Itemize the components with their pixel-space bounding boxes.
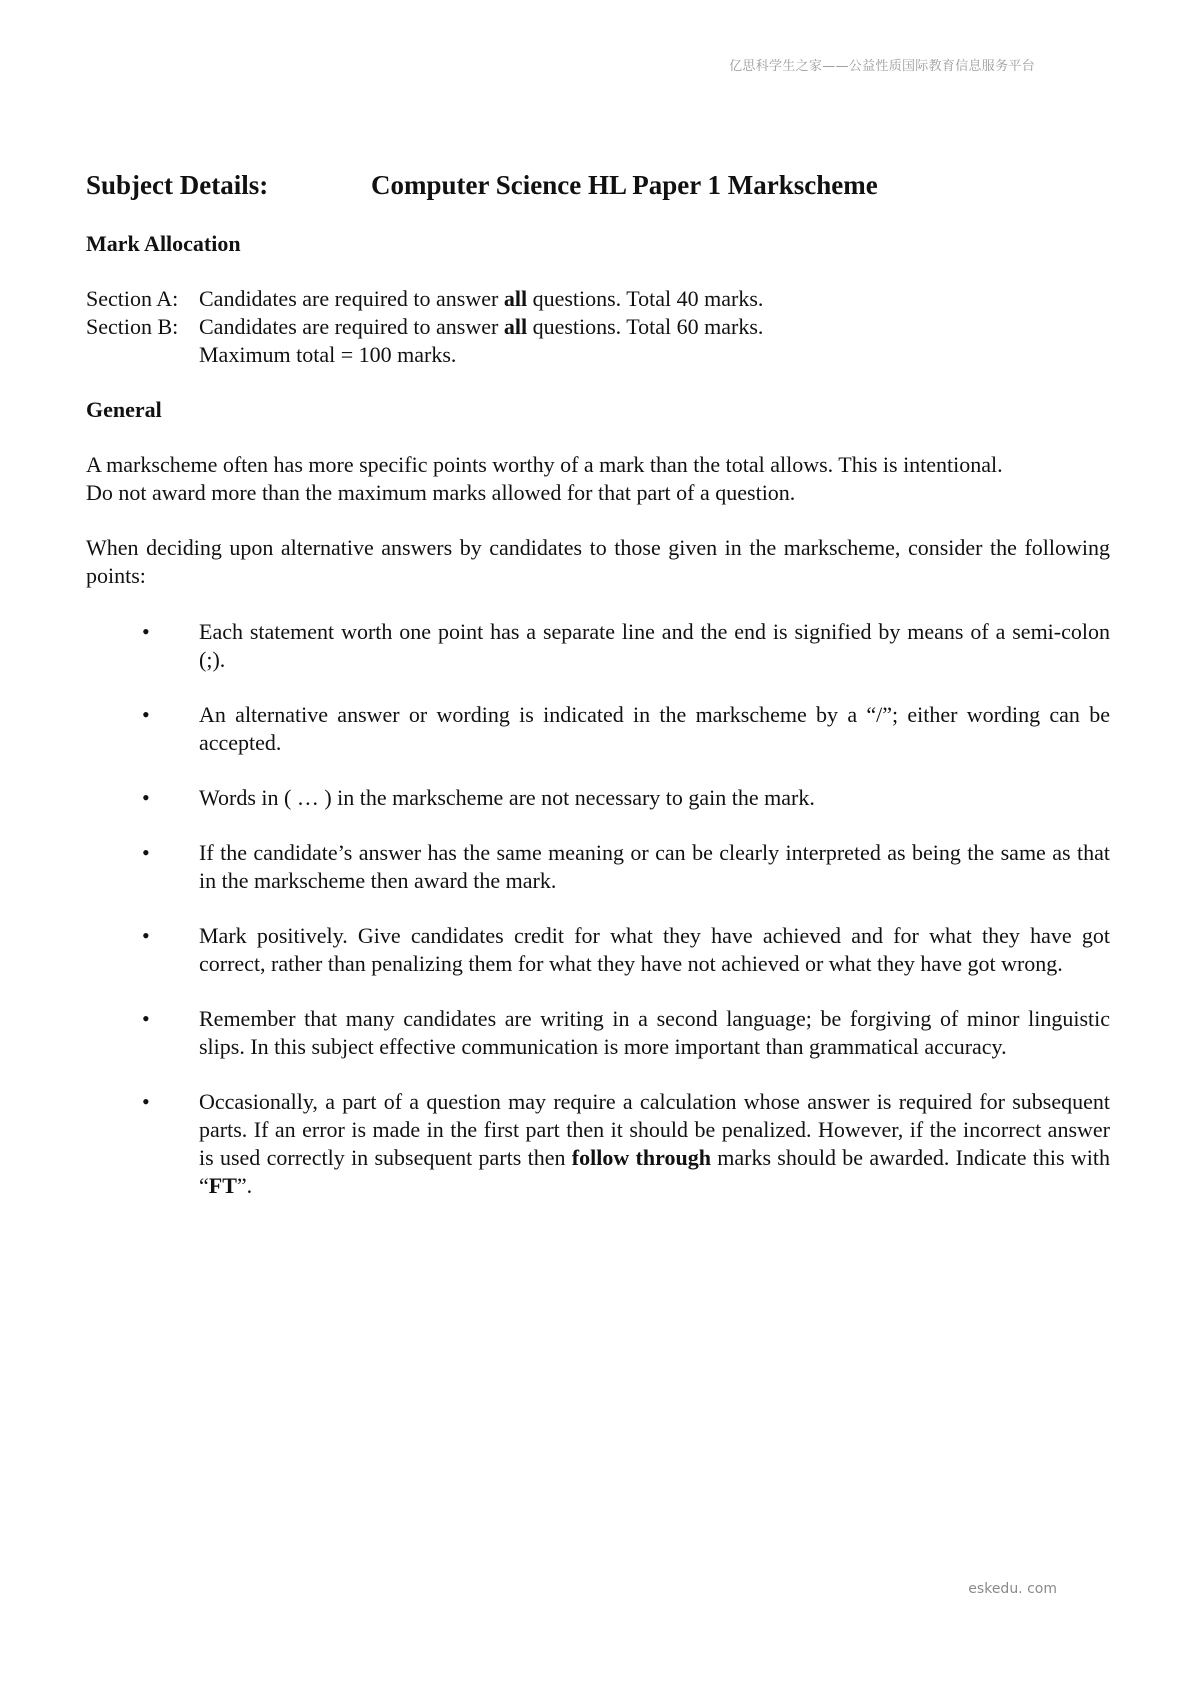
general-heading: General <box>86 397 162 422</box>
maximum-total: Maximum total = 100 marks. <box>199 342 457 367</box>
section-b-text: Candidates are required to answer all questions. Total 60 marks. <box>199 314 764 339</box>
marking-points-list <box>86 618 1110 1200</box>
general-paragraph-1: A markscheme often has more specific points worthy of a mark than the total allows. This is intentional. Do not award more than the maximum marks allowed for that part of a question. <box>86 452 1003 505</box>
bullet-icon: • <box>142 785 150 810</box>
section-b-label: Section B: <box>86 314 179 339</box>
mark-allocation-heading: Mark Allocation <box>86 231 241 256</box>
list-item: • Each statement worth one point has a separate line and the end is signified by means of a semi-colon (;). <box>86 618 1110 674</box>
bullet-icon: • <box>142 840 150 865</box>
section-a-label: Section A: <box>86 286 179 311</box>
subject-details <box>86 168 1110 202</box>
subject-label: Subject Details: <box>86 170 269 200</box>
list-item: • Remember that many candidates are writing in a second language; be forgiving of minor linguistic slips. In this subject effective communication is more important than grammatical accuracy. <box>86 1005 1110 1061</box>
mark-allocation-block <box>86 285 1110 369</box>
section-b-row <box>86 313 1110 341</box>
bullet-icon: • <box>142 1089 150 1114</box>
list-item: • An alternative answer or wording is indicated in the markscheme by a “/”; either wording can be accepted. <box>86 701 1110 757</box>
markscheme-page <box>86 168 1110 1227</box>
list-item: • Words in ( … ) in the markscheme are not necessary to gain the mark. <box>86 784 1110 812</box>
page-title: Computer Science HL Paper 1 Markscheme <box>371 170 878 200</box>
header-watermark: 亿思科学生之家——公益性质国际教育信息服务平台 <box>729 59 1035 74</box>
list-item: • Mark positively. Give candidates credit for what they have achieved and for what they have got correct, rather than penalizing them for what they have not achieved or what they have got wrong. <box>86 922 1110 978</box>
list-item: • If the candidate’s answer has the same meaning or can be clearly interpreted as being the same as that in the markscheme then award the mark. <box>86 839 1110 895</box>
bullet-icon: • <box>142 1006 150 1031</box>
general-paragraph-2: When deciding upon alternative answers by candidates to those given in the markscheme, consider the following points: <box>86 535 1110 588</box>
bullet-icon: • <box>142 619 150 644</box>
list-item-follow-through: • Occasionally, a part of a question may require a calculation whose answer is required for subsequent parts. If an error is made in the first part then it should be penalized. However, if the incorrect answer is used correctly in subsequent parts then follow through marks should be awarded. Indicate this with “FT”. <box>86 1088 1110 1200</box>
section-a-text: Candidates are required to answer all questions. Total 40 marks. <box>199 286 764 311</box>
bullet-icon: • <box>142 702 150 727</box>
footer-watermark: eskedu. com <box>968 1581 1057 1597</box>
bullet-icon: • <box>142 923 150 948</box>
section-a-row <box>86 285 1110 313</box>
